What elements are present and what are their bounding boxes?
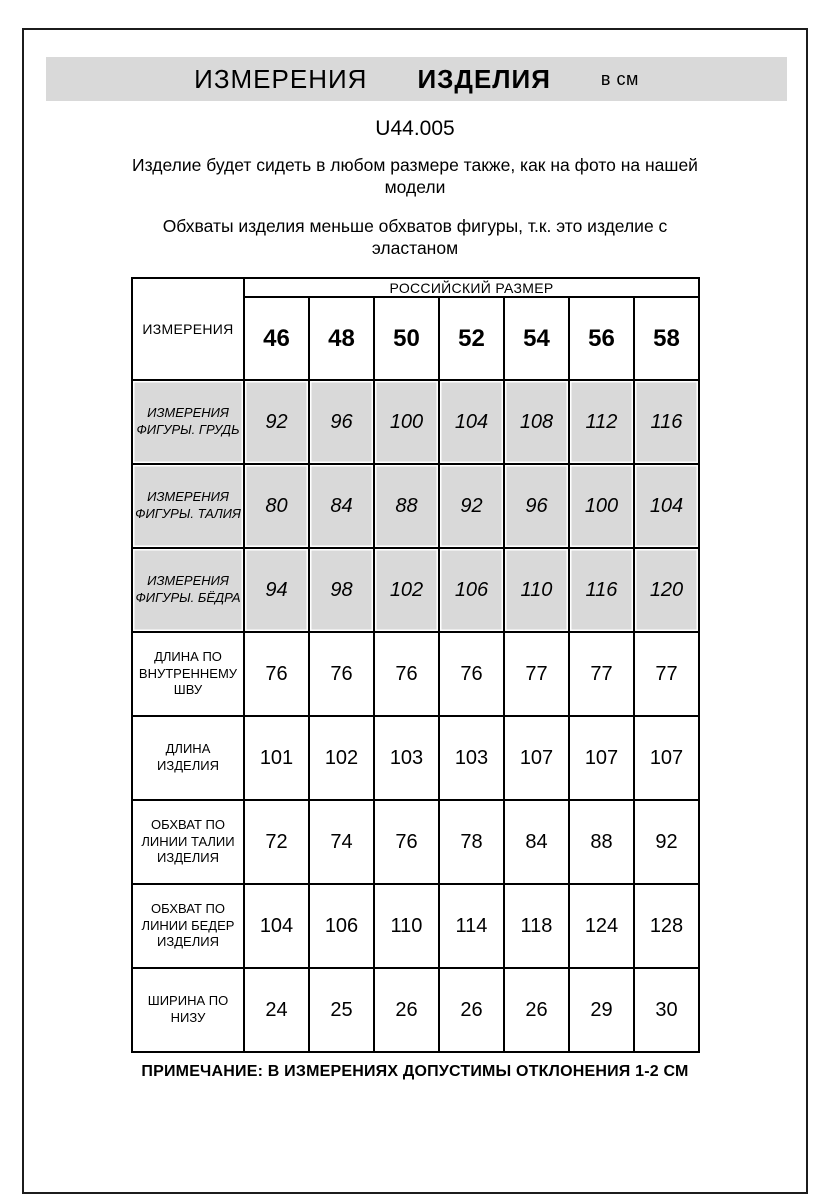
measurement-value: 76: [439, 632, 504, 716]
measurement-value: 112: [569, 380, 634, 464]
title-measurements-text: ИЗМЕРЕНИЯ: [194, 63, 368, 94]
measurement-value: 128: [634, 884, 699, 968]
row-label: ИЗМЕРЕНИЯ ФИГУРЫ. ТАЛИЯ: [132, 464, 244, 548]
title-unit-text: в см: [600, 68, 639, 89]
measurement-value: 108: [504, 380, 569, 464]
measurement-value: 94: [244, 548, 309, 632]
size-column-header: 48: [309, 297, 374, 380]
measurement-value: 88: [569, 800, 634, 884]
measurement-value: 110: [504, 548, 569, 632]
row-label: ИЗМЕРЕНИЯ ФИГУРЫ. БЁДРА: [132, 548, 244, 632]
measurement-value: 76: [309, 632, 374, 716]
tolerance-note: ПРИМЕЧАНИЕ: В ИЗМЕРЕНИЯХ ДОПУСТИМЫ ОТКЛОНЕНИЯ 1-2 СМ: [141, 1063, 689, 1080]
measurement-value: 92: [634, 800, 699, 884]
measurement-value: 101: [244, 716, 309, 800]
measurement-value: 26: [374, 968, 439, 1052]
measurement-value: 25: [309, 968, 374, 1052]
table-row: [132, 380, 699, 464]
measurement-value: 98: [309, 548, 374, 632]
row-label: ИЗМЕРЕНИЯ ФИГУРЫ. ГРУДЬ: [132, 380, 244, 464]
measurement-value: 104: [439, 380, 504, 464]
size-group-header-cell: РОССИЙСКИЙ РАЗМЕР: [244, 278, 699, 297]
measurement-value: 103: [439, 716, 504, 800]
measurement-value: 100: [569, 464, 634, 548]
measurement-value: 77: [634, 632, 699, 716]
table-row: [132, 548, 699, 632]
measurement-value: 74: [309, 800, 374, 884]
measurement-value: 88: [374, 464, 439, 548]
measurement-value: 84: [504, 800, 569, 884]
measurement-value: 30: [634, 968, 699, 1052]
table-row: [132, 800, 699, 884]
product-code: U44.005: [375, 117, 455, 140]
row-label: ШИРИНА ПО НИЗУ: [132, 968, 244, 1052]
title-bar: [46, 57, 787, 101]
size-column-header: 56: [569, 297, 634, 380]
fit-note-paragraph: Изделие будет сидеть в любом размере также, как на фото на нашей модели: [132, 155, 698, 197]
measurement-value: 116: [569, 548, 634, 632]
measurement-value: 107: [504, 716, 569, 800]
size-table: [131, 277, 700, 1053]
size-column-header: 58: [634, 297, 699, 380]
corner-header-cell: ИЗМЕРЕНИЯ: [132, 278, 244, 380]
measurement-value: 120: [634, 548, 699, 632]
size-column-header: 52: [439, 297, 504, 380]
measurement-value: 104: [634, 464, 699, 548]
measurement-value: 24: [244, 968, 309, 1052]
measurement-value: 124: [569, 884, 634, 968]
measurement-value: 102: [309, 716, 374, 800]
measurement-value: 102: [374, 548, 439, 632]
measurement-value: 26: [439, 968, 504, 1052]
measurement-value: 76: [374, 800, 439, 884]
measurement-value: 106: [439, 548, 504, 632]
table-row: [132, 716, 699, 800]
measurement-value: 78: [439, 800, 504, 884]
measurement-value: 77: [569, 632, 634, 716]
size-column-header: 50: [374, 297, 439, 380]
measurement-value: 92: [244, 380, 309, 464]
row-label: ДЛИНА ПО ВНУТРЕННЕМУ ШВУ: [132, 632, 244, 716]
measurement-value: 29: [569, 968, 634, 1052]
measurement-value: 114: [439, 884, 504, 968]
measurement-value: 116: [634, 380, 699, 464]
elastane-note-paragraph: Обхваты изделия меньше обхватов фигуры, т.к. это изделие с эластаном: [162, 216, 668, 258]
size-column-header: 46: [244, 297, 309, 380]
measurement-value: 96: [309, 380, 374, 464]
size-column-header: 54: [504, 297, 569, 380]
measurement-value: 100: [374, 380, 439, 464]
row-label: ОБХВАТ ПО ЛИНИИ БЕДЕР ИЗДЕЛИЯ: [132, 884, 244, 968]
table-row: [132, 968, 699, 1052]
measurement-value: 110: [374, 884, 439, 968]
table-row: [132, 632, 699, 716]
measurement-value: 104: [244, 884, 309, 968]
measurements-tbody: [132, 380, 699, 1052]
table-row: [132, 884, 699, 968]
measurement-value: 80: [244, 464, 309, 548]
table-row: [132, 464, 699, 548]
measurement-value: 107: [569, 716, 634, 800]
measurement-value: 26: [504, 968, 569, 1052]
measurement-value: 103: [374, 716, 439, 800]
measurement-value: 92: [439, 464, 504, 548]
measurement-value: 107: [634, 716, 699, 800]
row-label: ДЛИНА ИЗДЕЛИЯ: [132, 716, 244, 800]
size-group-row: [132, 278, 699, 297]
measurement-value: 77: [504, 632, 569, 716]
row-label: ОБХВАТ ПО ЛИНИИ ТАЛИИ ИЗДЕЛИЯ: [132, 800, 244, 884]
measurement-value: 96: [504, 464, 569, 548]
measurement-value: 76: [374, 632, 439, 716]
measurement-value: 84: [309, 464, 374, 548]
measurement-value: 106: [309, 884, 374, 968]
measurement-value: 76: [244, 632, 309, 716]
measurement-value: 72: [244, 800, 309, 884]
title-product-text: ИЗДЕЛИЯ: [417, 63, 551, 94]
measurement-value: 118: [504, 884, 569, 968]
